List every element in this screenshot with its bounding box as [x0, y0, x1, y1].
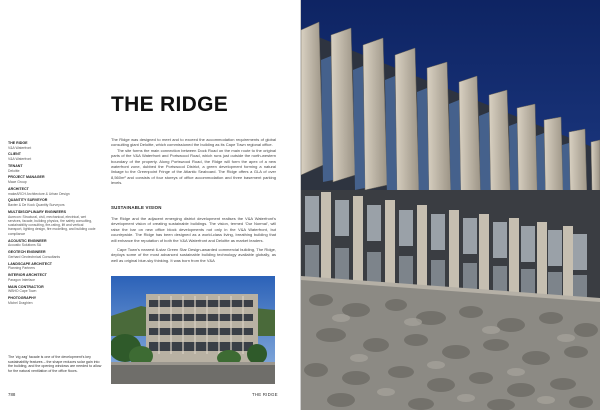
credit-value: Acoustic Solutions SA — [8, 243, 42, 248]
credit-value: V&A Waterfront — [8, 145, 32, 150]
credit-value: Aurecon: Structural, civil, mechanical, electrical, wet services, facade, building physics, fire safety consulting, sustainability consulting, fire-rating, lift and vertical transport, lighting design, fire modelling, and building code compliance — [8, 214, 96, 236]
section-text — [111, 212, 276, 267]
intro-paragraph: The site forms the main connection between Dock Road on the main route to the original parts of the V&A Waterfront and Portswood Road, which runs just outside the north-western boundary of the property. Along Portswood Road, the Ridge will form the apex of a new waterfront zone, dubbed the Portswood District, a green development forming a natural linkage to the Greenpoint Fringe of the Atlantic Seaboard. The Ridge offers a GLA of over 8,560m² and consists of four storeys of office accommodation and three basement parking levels. — [111, 147, 276, 186]
credit-value: Gerhard Geotechnical Consultants — [8, 254, 61, 259]
credit-item — [8, 175, 98, 184]
credit-item — [8, 239, 98, 248]
credit-item — [8, 273, 98, 282]
credit-value: Paragon Interface — [8, 277, 35, 282]
credit-label: PHOTOGRAPHY — [8, 296, 37, 300]
credit-label: PROJECT MANAGER — [8, 175, 45, 180]
credit-label: MAIN CONTRACTOR — [8, 284, 44, 289]
credit-item — [8, 250, 98, 259]
credit-value: Mace Group — [8, 180, 27, 185]
credit-label: TENANT — [8, 163, 23, 168]
credit-item — [8, 164, 98, 173]
section-paragraph: Cape Town's nearest 6-star Green Star Design-awarded commercial building, The Ridge, deploys some of the most advanced sustainable building technology available globally, as well as original blue-sky thinking. It was born from the V&A — [111, 247, 276, 263]
page-number: 788 — [8, 392, 16, 397]
credit-value: Planning Partners — [8, 266, 35, 271]
credits-list — [8, 141, 98, 307]
credit-value: Deloitte — [8, 168, 20, 173]
building-exterior-photo — [111, 276, 275, 384]
section-paragraph: The Ridge and the adjacent emerging district development realises the V&A Waterfront's development vision of creating sustainable buildings. The vision, termed 'Our Normal', will raise the bar on new office block developments not only in the V&A Waterfront, but countrywide. The Ridge has been designed as a world-class living, breathing building that will enhance the reputation of both the V&A Waterfront and Deloitte as market leaders. — [111, 216, 276, 243]
credit-item — [8, 285, 98, 294]
credit-value: Baxter & De Kock Quantity Surveyors — [8, 203, 65, 208]
credit-item — [8, 152, 98, 161]
credit-label: QUANTITY SURVEYOR — [8, 198, 48, 203]
photo-caption: The 'zig zag' facade is one of the development's key sustainability features – the shape reduces solar gain into the building, and the opening windows are needed to allow for the natural ventilation of the office floors. — [8, 355, 102, 373]
credit-label: THE RIDGE — [8, 141, 28, 145]
credit-label: GEOTECH ENGINEER — [8, 250, 46, 255]
credit-label: ACOUSTIC ENGINEER — [8, 238, 47, 243]
credit-value: V&A Waterfront — [8, 157, 32, 162]
facade-photo — [301, 0, 600, 410]
credit-item — [8, 187, 98, 196]
intro-paragraph: The Ridge was designed to meet and to exceed the accommodation requirements of global consulting giant Deloitte, which commissioned the building as its Cape Town regional office. — [111, 137, 276, 148]
page-title: THE RIDGE — [111, 93, 229, 116]
credit-label: LANDSCAPE ARCHITECT — [8, 261, 52, 266]
intro-text — [111, 137, 276, 186]
credit-item — [8, 210, 98, 236]
credit-label: INTERIOR ARCHITECT — [8, 273, 47, 278]
credit-label: MULTIDISCIPLINARY ENGINEERS — [8, 209, 67, 214]
credit-value: WBHO Cape Town — [8, 289, 37, 294]
credit-item — [8, 262, 98, 271]
running-head: THE RIDGE — [252, 392, 278, 397]
credit-item — [8, 198, 98, 207]
credit-label: CLIENT — [8, 152, 21, 157]
credit-label: ARCHITECT — [8, 186, 29, 191]
credit-value: makeARCH Architecture & Urban Design — [8, 191, 70, 196]
right-page — [301, 0, 600, 410]
credit-item — [8, 141, 98, 150]
credit-item — [8, 296, 98, 305]
credit-value: Michel Draghien — [8, 300, 33, 305]
section-heading: SUSTAINABLE VISION — [111, 205, 162, 210]
